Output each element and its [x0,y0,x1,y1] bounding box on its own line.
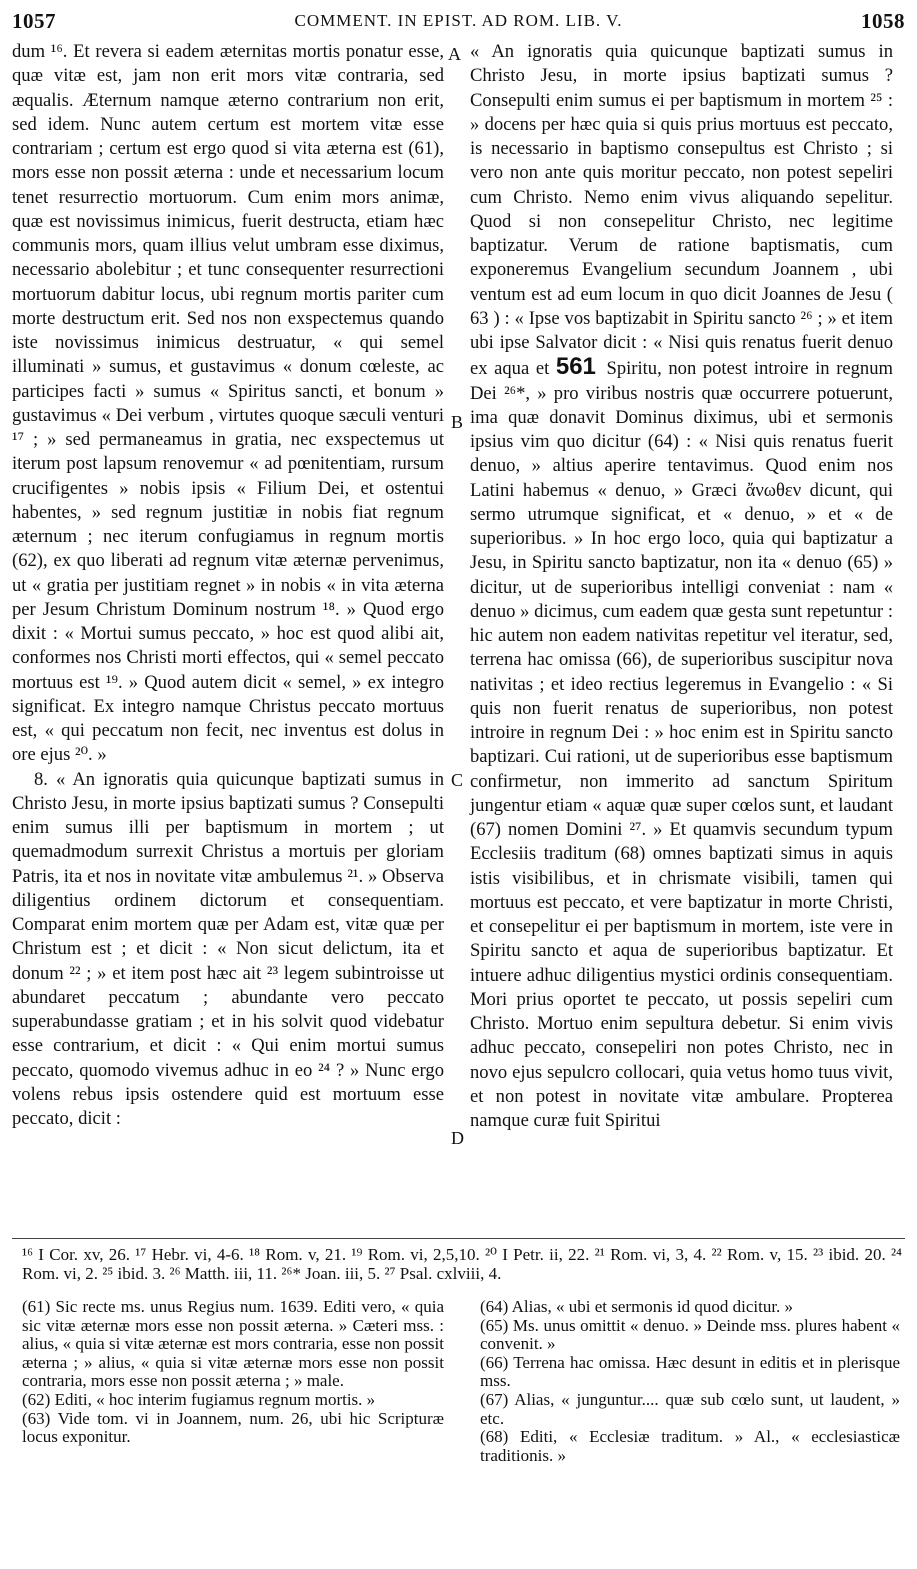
left-column [12,40,444,1131]
right-paragraph-1 [470,40,893,1133]
right-paragraph-1a: « An ignoratis quia quicunque baptizati sumus in Christo Jesu, in morte ipsius baptizati sumus ? Consepulti enim sumus ei per baptismum in mortem ²⁵ : » docens per hæc quia si quis prius mortuus est peccato, is necessario in baptismo consepultus est Christo ; si vero non ante quis moritur peccato, non potest sepeliri cum Christo. Nemo enim vivus aliquando sepelitur. Quod si non consepelitur Christo, nec legitime baptizatur. Verum de ratione baptismatis, cum exponeremus Evangelium secundum Joannem , ubi ventum est ad eum locum in quo dicit Joannes de Jesu ( 63 ) : « Ipse vos baptizabit in Spiritu sancto ²⁶ ; » et item ubi ipse Salvator dicit : « Nisi quis renatus fuerit denuo ex aqua et [470,41,893,380]
scripture-references: ¹⁶ I Cor. xv, 26. ¹⁷ Hebr. vi, 4-6. ¹⁸ Rom. v, 21. ¹⁹ Rom. vi, 2,5,10. ²⁰ I Petr. ii, 22. ²¹ Rom. vi, 3, 4. ²² Rom. v, 15. ²³ ibid. 20. ²⁴ Rom. vi, 2. ²⁵ ibid. 3. ²⁶ Matth. iii, 11. ²⁶* Joan. iii, 5. ²⁷ Psal. cxlviii, 4. [22,1245,902,1283]
left-paragraph-1: dum ¹⁶. Et revera si eadem æternitas mortis ponatur esse, quæ vitæ est, jam non erit mors vitæ contraria, sed æqualis. Æternum namque æterno contrarium non erit, sed idem. Nunc autem certum est mortem vitæ esse contrariam ; certum est ergo quod si vita æterna est (61), mors esse non possit æterna : unde et necessarium locum tenet resurrectio mortuorum. Cum enim mors animæ, quæ est novissimus inimicus, fuerit destructa, etiam hæc communis mors, quam illius velut umbram esse diximus, necessario abolebitur ; et tunc consequenter resurrectioni mortuorum dabitur locus, ubi regnum mortis pariter cum morte destructum erit. Sed nos non exspectemus quando iste novissimus inimicus destruatur, « qui semel illuminati » sumus, et gustavimus « donum cœleste, ac participes facti » sumus « Spiritus sancti, et bonum » gustavimus « Dei verbum , virtutes quoque sæculi venturi ¹⁷ ; » sed permaneamus in gratia, nec exspectemus ut iterum post lapsum renovemur « ad pœnitentiam, rursum crucifigentes » nobis ipsis « Filium Dei, et ostentui habentes, » sed regnum justitiæ in nobis fiat regnum æternum ; nec iterum confugiamus in regnum mortis (62), ex quo liberati ad regnum vitæ æternæ pervenimus, ut « gratia per justitiam regnet » in nobis « in vita æterna per Jesum Christum Dominum nostrum ¹⁸. » Quod ergo dixit : « Mortui sumus peccato, » hoc est quod alibi ait, conformes nos Christi morti effectos, qui « semel peccato mortuus est ¹⁹. » Quod autem dicit « semel, » ex integro significat. Ex integro namque Christus peccato mortuus est, « qui peccatum non fecit, nec inventus est dolus in ore ejus ²⁰. » [12,41,444,766]
notes-right-column [480,1298,900,1465]
note-68: (68) Editi, « Ecclesiæ traditum. » Al., « ecclesiasticæ traditionis. » [480,1427,900,1465]
note-67: (67) Alias, « junguntur.... quæ sub cœlo sunt, ut laudent, » etc. [480,1389,900,1428]
page-number-left: 1057 [12,8,56,33]
note-64: (64) Alias, « ubi et sermonis id quod dicitur. » [480,1297,794,1316]
note-62: (62) Editi, « hoc interim fugiamus regnum mortis. » [22,1389,376,1409]
right-column [470,40,893,1133]
page-number-right: 1058 [861,8,905,33]
note-66: (66) Terrena hac omissa. Hæc desunt in editis et in plerisque mss. [480,1352,900,1391]
margin-marker-c: C [451,770,464,790]
running-title: COMMENT. IN EPIST. AD ROM. LIB. V. [294,11,623,30]
footnote-divider [12,1238,905,1239]
note-63: (63) Vide tom. vi in Joannem, num. 26, ubi hic Scripturæ locus exponitur. [22,1408,444,1447]
column-number: 561 [555,353,596,381]
margin-marker-d: D [451,1128,464,1148]
notes-left-column [22,1298,444,1447]
right-paragraph-1b: Spiritu, non potest introire in regnum Dei ²⁶*, » pro viribus nostris quæ occurrere potuerunt, ima quæ donavit Dominus diximus, ubi et sermonis ipsius vim quo dicitur (64) : « Nisi quis renatus fuerit denuo, » altius aperire tentavimus. Quod enim nos Latini habemus « denuo, » Græci ἄνωθεν dicunt, qui sermo utrumque significat, et « denuo, » et « de superioribus. » In hoc ergo loco, quia qui baptizatur a Jesu, in Spiritu sancto baptizatur, non ita « denuo (65) » dicitur, ut de superioribus intelligi conveniat : nam « denuo » dicimus, cum eadem quæ gesta sunt repetuntur : hic autem non eadem nativitas repetitur vel iteratur, sed, terrena hac omissa (66), de superioribus suscipitur nova nativitas ; et ideo rectius legeremus in Evangelio : « Si quis non fuerit renatus de superioribus, non potest introire in regnum Dei : » hoc enim est in Spiritu sancto baptizari. Cui rationi, ut de superioribus esse baptismum confirmetur, non immerito ad sanctum Spiritum jungentur etiam « aquæ quæ super cœlos sunt, et laudant (67) nomen Domini ²⁷. » Et quamvis secundum typum Ecclesiis traditum (68) omnes baptizati simus in aquis istis visibilibus, et in chrismate visibili, tamen qui mortuus est peccato, et vere baptizatur in morte Christi, et consepelitur ei per baptismum in mortem, iste vere in Spiritu sancto et aqua de superioribus baptizatur. Et intuere adhuc diligentius mystici ordinis consequentiam. Mori prius oportet te peccato, ut possis sepeliri cum Christo. Mortuo enim sepultura debetur. Si enim vivis adhuc peccato, consepeliri non potes Christo, nec in novo ejus sepulcro collocari, quia vetus homo tuus vivit, et non potest in novitate vitæ ambulare. Propterea namque curæ fuit Spiritui [470,358,893,1131]
margin-marker-a: A [448,44,461,64]
left-paragraph-2: 8. « An ignoratis quia quicunque baptizati sumus in Christo Jesu, in morte ipsius baptizati sumus ? Consepulti enim sumus illi per baptismum in mortem ; ut quemadmodum surrexit Christus a mortuis per gloriam Patris, ita et nos in novitate vitæ ambulemus ²¹. » Observa diligentius ordinem dictorum et consequentiam. Comparat enim mortem quæ per Adam est, vitæ quæ per Christum est ; et dicit : « Non sicut delictum, ita et donum ²² ; » et item post hæc ait ²³ legem subintroisse ut abundaret peccatum ; abundante vero peccato superabundasse gratiam ; et in his solvit quod videbatur esse contrarium, et dicit : « Qui enim mortui sumus peccato, quomodo vivemus adhuc in eo ²⁴ ? » Nunc ergo volens rebus ipsis ostendere quid est mortuum esse peccato, dicit : [12,768,444,1129]
margin-marker-b: B [451,412,464,432]
running-header [12,6,905,36]
note-65: (65) Ms. unus omittit « denuo. » Deinde mss. plures habent « convenit. » [480,1315,900,1354]
note-61: (61) Sic recte ms. unus Regius num. 1639. Editi vero, « quia sic vitæ æternæ mors esse non possit æterna. » Cæteri mss. : alius, « quia si vitæ æternæ est mors contraria, esse non possit æterna ; » alius, « quia si vitæ æternæ mors esse non possit contraria, mors esse non possit æterna ; » male. [22,1297,444,1391]
